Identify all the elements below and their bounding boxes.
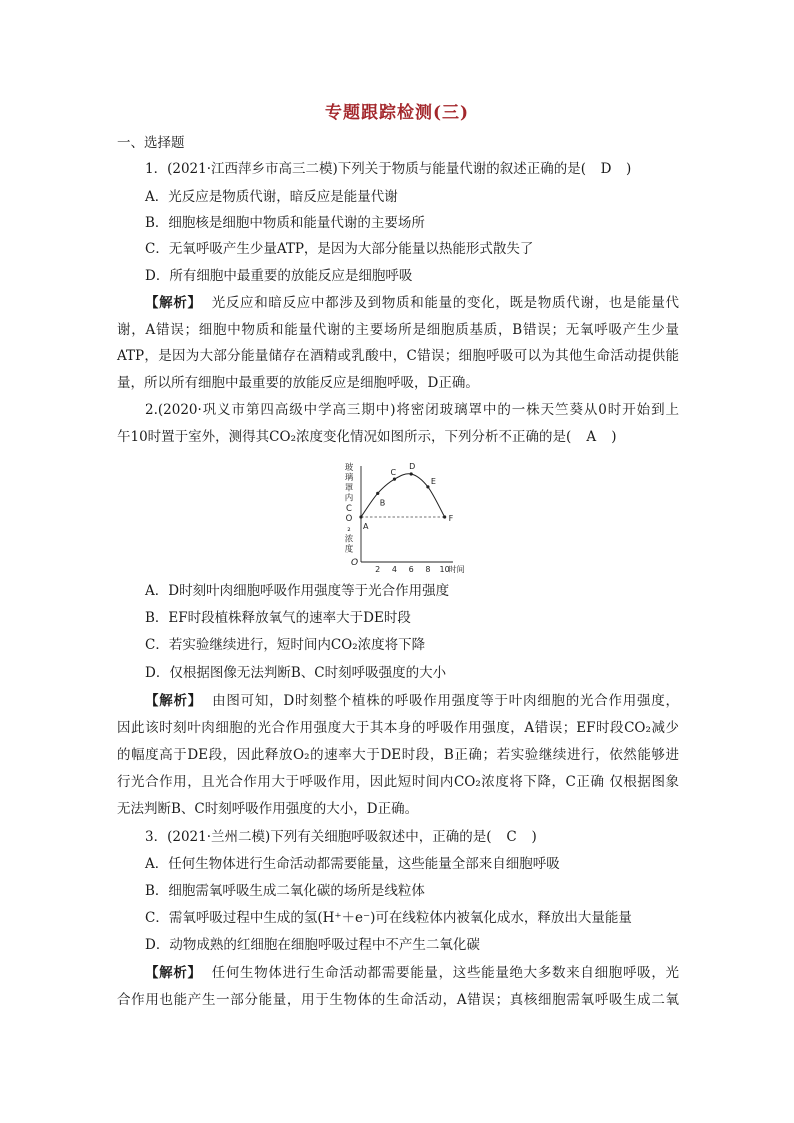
point-label-d: D xyxy=(409,462,416,471)
point-label-a: A xyxy=(363,522,369,531)
data-point-f xyxy=(443,515,446,518)
question-2-analysis-line: 的幅度高于DE段，因此释放O₂的速率大于DE时段，B正确；若实验继续进行，依然能够进 xyxy=(117,747,679,763)
question-2-analysis-line: 因此该时刻叶肉细胞的光合作用强度大于其本身的呼吸作用强度，A错误；EF时段CO₂减少 xyxy=(117,720,679,736)
question-3-option-c: C．需氧呼吸过程中生成的氢(H⁺＋e⁻)可在线粒体内被氧化成水，释放出大量能量 xyxy=(145,910,632,926)
y-axis-label-char: 罩 xyxy=(344,483,354,494)
point-label-b: B xyxy=(379,498,386,508)
question-2-answer: A xyxy=(586,429,597,445)
point-label-f: F xyxy=(448,514,454,523)
x-tick-label: 10 xyxy=(439,565,450,574)
question-1-stem: 1．(2021·江西萍乡市高三二模)下列关于物质与能量代谢的叙述正确的是( D ) xyxy=(145,161,632,177)
point-label-c: C xyxy=(390,468,397,478)
y-axis-label-char: 玻 xyxy=(344,463,354,473)
question-3-analysis-line: 【解析】 任何生物体进行生命活动都需要能量，这些能量绝大多数来自细胞呼吸，光 xyxy=(145,965,680,981)
question-2-analysis-line: 【解析】 由图可知，D时刻整个植株的呼吸作用强度等于叶肉细胞的光合作用强度， xyxy=(145,693,679,709)
data-point-e xyxy=(426,485,429,488)
y-axis-label-char: ₂ xyxy=(347,524,351,535)
x-axis-label: 时间 xyxy=(448,565,465,574)
x-tick-label: 6 xyxy=(408,565,414,574)
question-2-analysis-line: 无法判断B、C时刻呼吸作用强度的大小，D正确。 xyxy=(117,801,419,817)
question-3-option-d: D．动物成熟的红细胞在细胞呼吸过程中不产生二氧化碳 xyxy=(145,937,480,953)
point-label-e: E xyxy=(430,476,436,486)
question-1-option-a: A．光反应是物质代谢，暗反应是能量代谢 xyxy=(145,189,398,205)
origin-label: O xyxy=(351,558,359,568)
data-point-a xyxy=(359,515,362,518)
question-1-analysis-line: ATP，是因为大部分能量储存在酒精或乳酸中，C错误；细胞呼吸可以为其他生命活动提供能 xyxy=(117,348,679,364)
data-point-d xyxy=(410,472,413,475)
question-2-stem-line2: 午10时置于室外，测得其CO₂浓度变化情况如图所示，下列分析不正确的是( A ) xyxy=(117,429,617,445)
y-axis-label-char: 璃 xyxy=(344,473,354,484)
data-point-c xyxy=(393,478,396,481)
question-2-option-c: C．若实验继续进行，短时间内CO₂浓度将下降 xyxy=(145,637,426,653)
analysis-label: 【解析】 xyxy=(145,295,202,311)
x-tick-label: 4 xyxy=(391,565,398,574)
question-1-option-d: D．所有细胞中最重要的放能反应是细胞呼吸 xyxy=(145,268,413,284)
x-tick-label: 2 xyxy=(375,565,381,574)
co2-concentration-chart xyxy=(335,460,465,574)
page-title: 专题跟踪检测(三) xyxy=(324,103,470,123)
y-axis-label-char: O xyxy=(345,514,353,524)
question-1-analysis-line: 谢，A错误；细胞中物质和能量代谢的主要场所是细胞质基质，B错误；无氧呼吸产生少量 xyxy=(117,322,679,338)
question-2-stem-line1: 2.(2020·巩义市第四高级中学高三期中)将密闭玻璃罩中的一株天竺葵从0时开始到上 xyxy=(145,402,679,418)
question-3-stem: 3．(2021·兰州二模)下列有关细胞呼吸叙述中，正确的是( C ) xyxy=(145,829,537,845)
question-1-analysis-line: 量，所以所有细胞中最重要的放能反应是细胞呼吸，D正确。 xyxy=(117,375,479,391)
question-2-option-d: D．仅根据图像无法判断B、C时刻呼吸强度的大小 xyxy=(145,665,447,681)
x-tick-label: 8 xyxy=(425,565,431,574)
question-1-option-c: C．无氧呼吸产生少量ATP，是因为大部分能量以热能形式散失了 xyxy=(145,241,534,257)
y-axis-label-char: 度 xyxy=(344,544,354,555)
question-3-option-a: A．任何生物体进行生命活动都需要能量，这些能量全部来自细胞呼吸 xyxy=(145,856,560,872)
section-heading: 一、选择题 xyxy=(117,135,185,151)
question-3-option-b: B．细胞需氧呼吸生成二氧化碳的场所是线粒体 xyxy=(145,883,425,899)
data-point-b xyxy=(376,492,379,495)
question-1-answer: D xyxy=(600,161,612,177)
analysis-label: 【解析】 xyxy=(145,693,203,709)
question-1-option-b: B．细胞核是细胞中物质和能量代谢的主要场所 xyxy=(145,215,425,231)
question-2-analysis-line: 行光合作用，且光合作用大于呼吸作用，因此短时间内CO₂浓度将下降，C正确 仅根据图象 xyxy=(117,774,679,790)
analysis-label: 【解析】 xyxy=(145,965,202,981)
y-axis-label-char: 浓 xyxy=(344,534,354,545)
question-1-analysis-line: 【解析】 光反应和暗反应中都涉及到物质和能量的变化，既是物质代谢，也是能量代 xyxy=(145,295,680,311)
question-3-analysis-line: 合作用也能产生一部分能量，用于生物体的生命活动，A错误；真核细胞需氧呼吸生成二氧 xyxy=(117,992,679,1008)
question-2-option-b: B．EF时段植株释放氧气的速率大于DE时段 xyxy=(145,610,411,626)
y-axis-label-char: 内 xyxy=(344,493,354,504)
question-3-answer: C xyxy=(506,829,517,845)
question-2-option-a: A．D时刻叶肉细胞呼吸作用强度等于光合作用强度 xyxy=(145,583,450,599)
y-axis-label-char: C xyxy=(346,503,352,514)
